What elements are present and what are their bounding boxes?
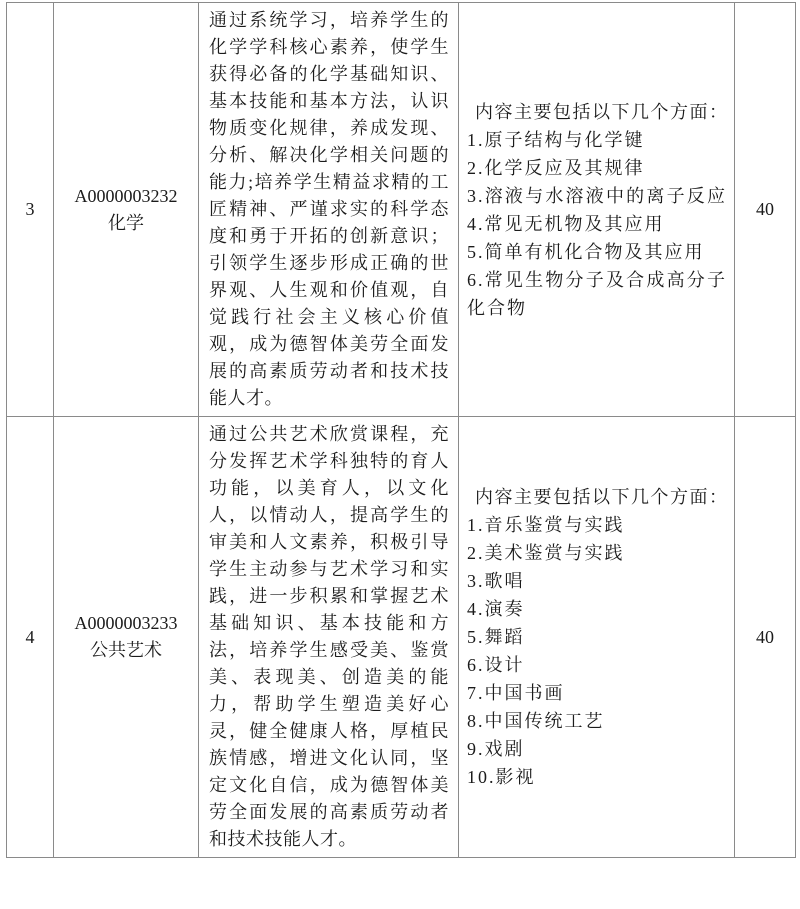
course-name: 化学 xyxy=(108,212,144,233)
content-list xyxy=(467,511,727,791)
course-content-cell xyxy=(459,417,735,858)
course-code-cell xyxy=(54,3,199,417)
course-name: 公共艺术 xyxy=(90,640,162,660)
course-content-cell xyxy=(459,3,735,417)
row-number-cell xyxy=(7,417,54,858)
hours-cell xyxy=(735,417,796,858)
content-item: 5.简单有机化合物及其应用 xyxy=(467,241,705,262)
content-list xyxy=(467,126,727,322)
content-item: 6.常见生物分子及合成高分子化合物 xyxy=(467,269,727,318)
table-row xyxy=(7,417,796,858)
course-objective-text: 通过系统学习，培养学生的化学学科核心素养，使学生获得必备的化学基础知识、基本技能和基本方法，认识物质变化规律，养成发现、分析、解决化学相关问题的能力;培养学生精益求精的工匠精神、严谨求实的科学态度和勇于开拓的创新意识；引领学生逐步形成正确的世界观、人生观和价值观，自觉践行社会主义核心价值观，成为德智体美劳全面发展的高素质劳动者和技术技能人才。 xyxy=(209,10,449,408)
content-item: 7.中国书画 xyxy=(467,683,565,703)
content-item: 4.演奏 xyxy=(467,599,525,619)
row-number: 3 xyxy=(25,199,35,219)
content-header: 内容主要包括以下几个方面： xyxy=(475,487,729,507)
content-item: 2.美术鉴赏与实践 xyxy=(467,543,625,563)
content-item: 10.影视 xyxy=(467,767,536,787)
course-code: A0000003233 xyxy=(74,613,178,633)
hours-value: 40 xyxy=(756,199,774,219)
course-code: A0000003232 xyxy=(74,185,178,206)
course-table xyxy=(6,2,796,858)
content-item: 8.中国传统工艺 xyxy=(467,711,605,731)
hours-value: 40 xyxy=(756,626,774,647)
table-row xyxy=(7,3,796,417)
course-objective-cell xyxy=(199,417,459,858)
row-number: 4 xyxy=(25,626,35,647)
course-objective-cell xyxy=(199,3,459,417)
content-item: 1.原子结构与化学键 xyxy=(467,129,645,150)
row-number-cell xyxy=(7,3,54,417)
content-item: 6.设计 xyxy=(467,655,525,675)
course-code-cell xyxy=(54,417,199,858)
hours-cell xyxy=(735,3,796,417)
course-objective-text: 通过公共艺术欣赏课程，充分发挥艺术学科独特的育人功能，以美育人，以文化人，以情动人，提高学生的审美和人文素养，积极引导学生主动参与艺术学习和实践，进一步积累和掌握艺术基础知识、基本技能和方法，培养学生感受美、鉴赏美、表现美、创造美的能力，帮助学生塑造美好心灵，健全健康人格，厚植民族情感，增进文化认同，坚定文化自信，成为德智体美劳全面发展的高素质劳动者和技术技能人才。 xyxy=(209,424,449,849)
content-item: 5.舞蹈 xyxy=(467,627,525,647)
content-item: 1.音乐鉴赏与实践 xyxy=(467,515,625,535)
content-item: 3.溶液与水溶液中的离子反应4.常见无机物及其应用 xyxy=(467,185,727,234)
content-item: 2.化学反应及其规律 xyxy=(467,157,645,178)
content-item: 9.戏剧 xyxy=(467,739,525,759)
content-header: 内容主要包括以下几个方面： xyxy=(475,101,729,122)
content-item: 3.歌唱 xyxy=(467,571,525,591)
